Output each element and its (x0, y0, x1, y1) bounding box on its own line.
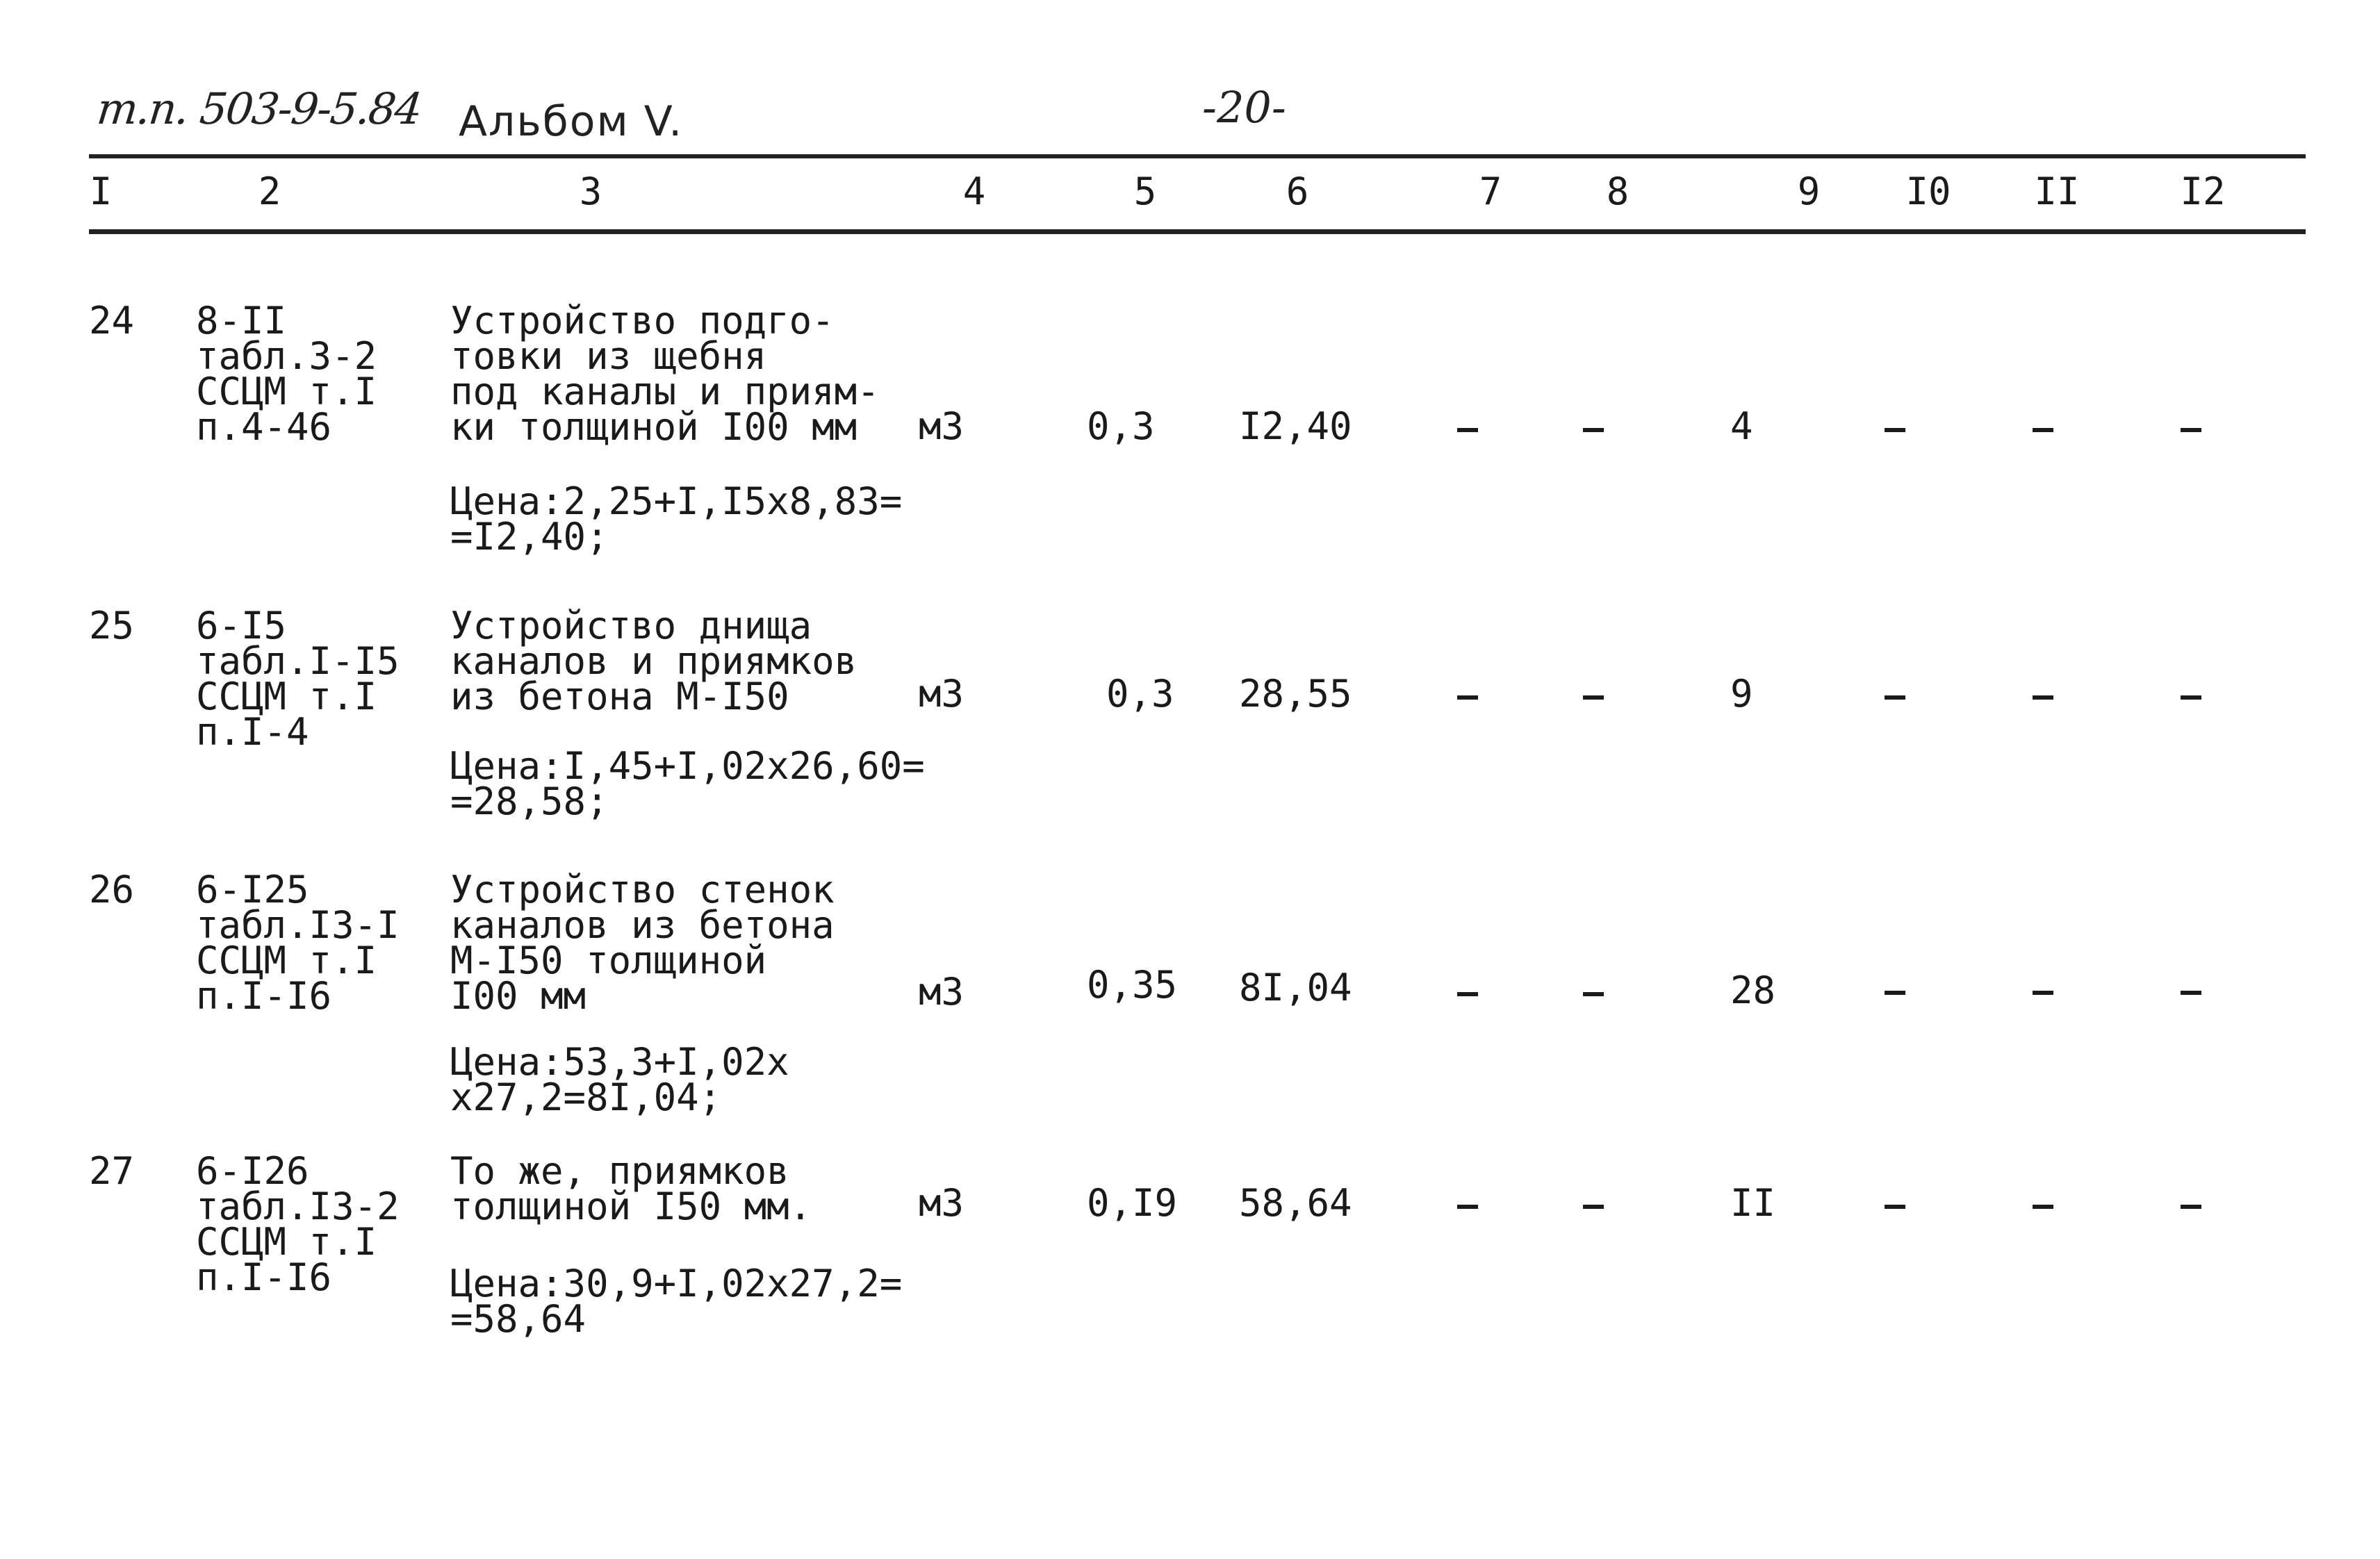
norm-code: 6-I25 табл.I3-I ССЦМ т.I п.I-I6 (196, 868, 400, 1018)
empty-cell-dash (2033, 695, 2053, 700)
empty-cell-dash (1583, 1205, 1604, 1209)
unit-cost: I2,40 (1239, 404, 1352, 448)
column-number: I0 (1905, 170, 1951, 213)
empty-cell-dash (2033, 428, 2053, 432)
unit: м3 (919, 404, 965, 448)
column-number: I (89, 170, 113, 213)
page-number: -20- (1202, 82, 1286, 133)
unit: м3 (919, 1181, 965, 1225)
column-number: 7 (1479, 170, 1502, 213)
column-number: 8 (1606, 170, 1630, 213)
unit: м3 (919, 970, 965, 1014)
column-9-value: 4 (1730, 404, 1753, 448)
empty-cell-dash (2181, 695, 2201, 700)
norm-code: 8-II табл.3-2 ССЦМ т.I п.4-46 (196, 299, 377, 449)
empty-cell-dash (2033, 991, 2053, 995)
work-description: Устройство подго- товки из щебня под каналы и приям- ки толщиной I00 мм (450, 299, 880, 449)
price-calculation: Цена:I,45+I,02х26,60= =28,58; (450, 744, 925, 823)
quantity: 0,3 (1087, 404, 1155, 448)
column-number: 6 (1286, 170, 1309, 213)
unit-cost: 58,64 (1239, 1181, 1352, 1225)
work-description: То же, приямков толщиной I50 мм. (450, 1149, 812, 1228)
empty-cell-dash (1457, 428, 1478, 432)
unit-cost: 8I,04 (1239, 966, 1352, 1009)
norm-code: 6-I5 табл.I-I5 ССЦМ т.I п.I-4 (196, 604, 400, 754)
column-9-value: 9 (1730, 672, 1753, 716)
empty-cell-dash (1885, 428, 1905, 432)
column-9-value: 28 (1730, 968, 1776, 1012)
work-description: Устройство стенок каналов из бетона М-I50 толщиной I00 мм (450, 868, 835, 1018)
empty-cell-dash (2033, 1205, 2053, 1209)
empty-cell-dash (1583, 992, 1604, 996)
price-calculation: Цена:2,25+I,I5х8,83= =I2,40; (450, 479, 903, 559)
norm-code: 6-I26 табл.I3-2 ССЦМ т.I п.I-I6 (196, 1149, 400, 1299)
row-number: 25 (89, 604, 135, 647)
empty-cell-dash (1457, 695, 1478, 700)
quantity: 0,I9 (1087, 1181, 1178, 1225)
empty-cell-dash (1885, 695, 1905, 700)
table-top-rule (89, 154, 2306, 158)
column-number: II (2034, 170, 2080, 213)
empty-cell-dash (1457, 1205, 1478, 1209)
column-number: 3 (579, 170, 602, 213)
empty-cell-dash (2181, 428, 2201, 432)
empty-cell-dash (1457, 992, 1478, 996)
row-number: 24 (89, 299, 135, 343)
quantity: 0,35 (1087, 963, 1178, 1007)
empty-cell-dash (1885, 991, 1905, 995)
empty-cell-dash (2181, 991, 2201, 995)
price-calculation: Цена:30,9+I,02х27,2= =58,64 (450, 1262, 903, 1341)
work-description: Устройство днища каналов и приямков из бетона М-I50 (450, 604, 857, 718)
document-code: т.п. 503-9-5.84 (95, 83, 424, 134)
column-number: 4 (962, 170, 986, 213)
column-number: 5 (1133, 170, 1157, 213)
column-9-value: II (1730, 1181, 1776, 1225)
row-number: 26 (89, 868, 135, 912)
price-calculation: Цена:53,3+I,02х х27,2=8I,04; (450, 1040, 789, 1119)
album-label: Альбом V. (459, 97, 684, 146)
empty-cell-dash (1583, 428, 1604, 432)
column-number: I2 (2180, 170, 2226, 213)
column-number: 9 (1797, 170, 1821, 213)
empty-cell-dash (1885, 1205, 1905, 1209)
quantity: 0,3 (1106, 672, 1174, 716)
column-header-rule (89, 229, 2306, 234)
empty-cell-dash (1583, 695, 1604, 700)
column-number: 2 (258, 170, 281, 213)
unit: м3 (919, 672, 965, 716)
unit-cost: 28,55 (1239, 672, 1352, 716)
row-number: 27 (89, 1149, 135, 1193)
empty-cell-dash (2181, 1205, 2201, 1209)
